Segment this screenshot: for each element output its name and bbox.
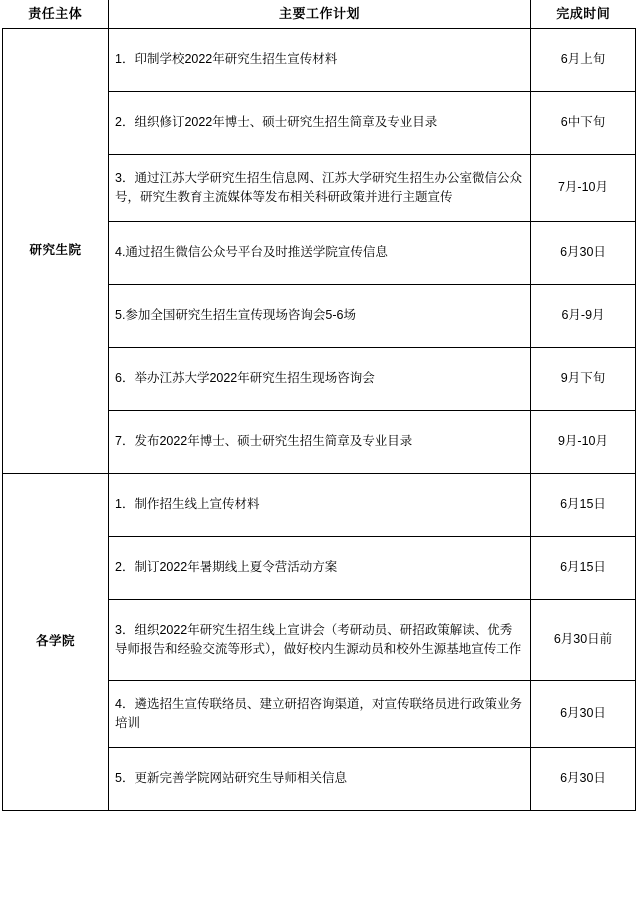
- task-cell: [109, 155, 531, 222]
- task-cell: [109, 411, 531, 474]
- column-header-task: 主要工作计划: [109, 0, 531, 29]
- table-row: [3, 29, 636, 92]
- time-cell: 9月-10月: [531, 411, 636, 474]
- column-header-owner: 责任主体: [3, 0, 109, 29]
- task-text: 5．更新完善学院网站研究生导师相关信息: [115, 771, 347, 786]
- task-text: 2．组织修订2022年博士、硕士研究生招生简章及专业目录: [115, 115, 438, 130]
- task-text: 3．组织2022年研究生招生线上宣讲会（考研动员、研招政策解读、优秀导师报告和经验交流等形式），做好校内生源动员和校外生源基地宣传工作: [115, 622, 522, 656]
- task-text: 1．印制学校2022年研究生招生宣传材料: [115, 52, 338, 67]
- table-header: [3, 0, 636, 29]
- task-text: 4.通过招生微信公众号平台及时推送学院宣传信息: [115, 245, 388, 260]
- header-row: [3, 0, 636, 29]
- task-cell: [109, 222, 531, 285]
- table-body: [3, 29, 636, 811]
- task-cell: [109, 285, 531, 348]
- task-cell: [109, 348, 531, 411]
- time-cell: 6月30日: [531, 222, 636, 285]
- time-cell: 6月上旬: [531, 29, 636, 92]
- time-cell: 6月30日前: [531, 600, 636, 681]
- table-row: [3, 474, 636, 537]
- task-text: 7．发布2022年博士、硕士研究生招生简章及专业目录: [115, 434, 413, 449]
- task-cell: [109, 681, 531, 748]
- time-cell: 6月30日: [531, 748, 636, 811]
- time-cell: 6月30日: [531, 681, 636, 748]
- task-text: 1．制作招生线上宣传材料: [115, 497, 260, 512]
- time-cell: 6月-9月: [531, 285, 636, 348]
- column-header-time: 完成时间: [531, 0, 636, 29]
- time-cell: 6月15日: [531, 474, 636, 537]
- task-cell: [109, 537, 531, 600]
- task-cell: [109, 600, 531, 681]
- time-cell: 9月下旬: [531, 348, 636, 411]
- work-plan-table: [2, 0, 636, 811]
- task-cell: [109, 92, 531, 155]
- task-text: 6．举办江苏大学2022年研究生招生现场咨询会: [115, 371, 375, 386]
- task-cell: [109, 474, 531, 537]
- task-text: 3．通过江苏大学研究生招生信息网、江苏大学研究生招生办公室微信公众号，研究生教育主流媒体等发布相关科研政策并进行主题宣传: [115, 170, 522, 204]
- task-text: 4．遴选招生宣传联络员、建立研招咨询渠道，对宣传联络员进行政策业务培训: [115, 696, 522, 730]
- task-text: 2．制订2022年暑期线上夏令营活动方案: [115, 560, 338, 575]
- time-cell: 6月15日: [531, 537, 636, 600]
- owner-cell-group-0: 研究生院: [3, 29, 109, 474]
- time-cell: 7月-10月: [531, 155, 636, 222]
- time-cell: 6中下旬: [531, 92, 636, 155]
- task-cell: [109, 29, 531, 92]
- owner-cell-group-1: 各学院: [3, 474, 109, 811]
- task-text: 5.参加全国研究生招生宣传现场咨询会5-6场: [115, 308, 356, 323]
- task-cell: [109, 748, 531, 811]
